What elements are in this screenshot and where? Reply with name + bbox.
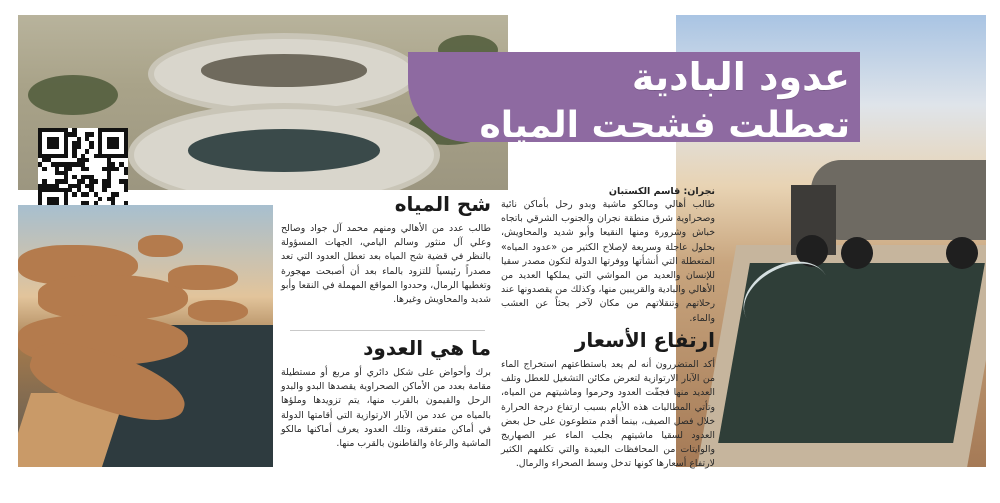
- divider: [290, 330, 485, 331]
- headline-line-2: تعطلت فشحت المياه: [479, 105, 850, 146]
- camels-photo: [18, 205, 273, 467]
- section-heading-what: ما هي العدود: [363, 336, 491, 360]
- byline: نجران: قاسم الكستبان: [608, 186, 715, 197]
- section-text-prices: أكد المتضررون أنه لم يعد باستطاعتهم استخراج الماء من الآبار الارتوازية لتعرض مكائن التشغيل للعطل وتلف العديد منها فجفّت العدود وحرموا وماشيتهم من المياه، وتأتي المطالبات هذه الأيام بسبب ارتفاع درجة الحرارة خلال فصل الصيف، بينما أقدم متطوعون على حل بعض العدود لسقيا ماشيتهم بجلب الماء عبر الصهاريج والوايتات من المحافظات البعيدة والتي تكلفهم الكثير لارتفاع أسعارها كونها تدخل وسط الصحراء والرمال.: [501, 359, 715, 470]
- section-text-what: برك وأحواض على شكل دائري أو مربع أو مستطيلة مقامة بعدد من الأماكن الصحراوية يقصدها البدو والبدو الرحل والقيمون بالقرب منها، يتم تزويدها وملؤها بالمياه من عدد من الآبار الارتوازية التي أقامتها الدولة في أماكن متفرقة، وتلك العدود يعرف أماكنها مالكو الماشية والرعاة والقاطنون بالقرب منها.: [281, 367, 491, 450]
- lead-paragraph: طالب أهالي ومالكو ماشية وبدو رحل بأماكن نائية وصحراوية شرق منطقة نجران والجنوب الشرقي باتجاه خباش وشرورة ومنها النقيعا وأبو شديد والمحاويش، بحلول عاجلة وسريعة لإصلاح الكثير من «عدود المياه» المتعطلة التي أنشأتها ووفرتها الدولة لتكون مصدر سقيا للإنسان والعديد من المواشي التي يملكها العديد من الأهالي والبادية والقريبين منها، وكذلك من يقصدونها عند رحلاتهم وتنقلاتهم من مكان لآخر بحثاً عن العشب والماء.: [501, 199, 715, 324]
- headline-line-1: عدود البادية: [631, 55, 850, 99]
- well-lower: [128, 103, 440, 190]
- section-heading-prices: ارتفاع الأسعار: [574, 328, 715, 352]
- section-heading-scarcity: شح المياه: [394, 192, 491, 216]
- section-text-scarcity: طالب عدد من الأهالي ومنهم محمد آل جواد وصالح وعلي آل منثور وسالم اليامي، الجهات المسؤولة بالنظر في قضية شح المياه بعد تعطل العدود التي تعد مصدراً رئيسياً للتزود بالماء بعد أن أصبحت مهجورة وتغطيها الرمال، وحددوا المواقع المهملة في النقعا وأبو شديد والمحاويش وغيرها.: [281, 223, 491, 306]
